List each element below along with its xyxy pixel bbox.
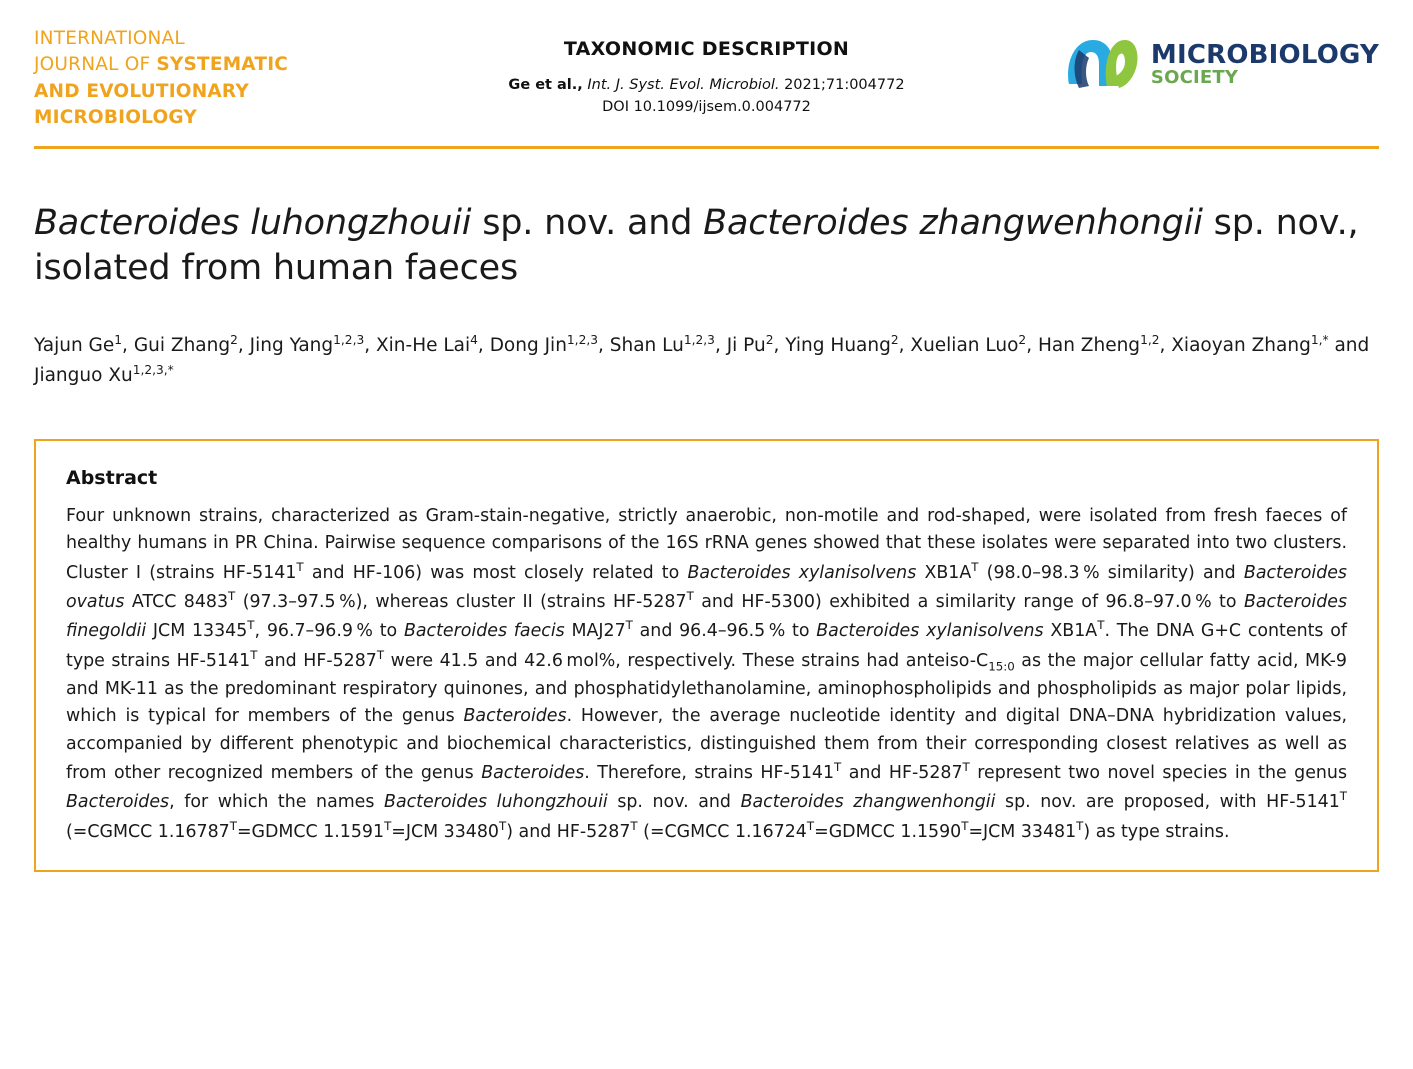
society-swirl-icon	[1063, 32, 1139, 98]
author-name: Dong Jin	[489, 334, 567, 356]
header-divider	[34, 146, 1379, 149]
author-item[interactable]	[726, 332, 774, 356]
society-name-line2: SOCIETY	[1150, 67, 1239, 89]
title-part-2: sp. nov. and	[471, 203, 704, 243]
author-affil: 1,2,3	[683, 332, 715, 347]
citation-author: Ge et al.,	[508, 77, 583, 93]
author-list: Yajun Ge$^1$, Gui Zhang$^2$, Jing Yang$^{1,2,3}$, Xin-He Lai$^4$, Dong Jin$^{1,2,3}$, Shan Lu$^{1,2,3}$, Ji Pu$^2$, Ying Huang$^2$, Xuelian Luo$^2$, Han Zheng$^{1,2}$, Xiaoyan Zhang$^{1,*}$ and Jianguo $Xu^{1,2,3,*}$	[34, 332, 1370, 386]
page-header	[34, 0, 1379, 140]
author-name: Jianguo Xu	[34, 364, 133, 386]
author-affil: 1,2,3,*	[132, 362, 174, 377]
author-item[interactable]	[34, 332, 123, 356]
citation-rest: 2021;71:004772	[784, 77, 905, 93]
author-item[interactable]	[34, 362, 174, 386]
author-name: Gui Zhang	[133, 334, 231, 356]
author-item[interactable]	[489, 332, 598, 356]
author-name: Xin-He Lai	[375, 334, 471, 356]
section-label: TAXONOMIC DESCRIPTION	[563, 38, 850, 60]
citation-journal: Int. J. Syst. Evol. Microbiol.	[587, 77, 780, 93]
author-affil: 1,2	[1140, 332, 1160, 347]
author-item[interactable]	[785, 332, 899, 356]
author-item[interactable]	[133, 332, 238, 356]
author-item[interactable]	[609, 332, 715, 356]
journal-line-2-prefix: JOURNAL OF	[34, 54, 157, 76]
author-name: Xuelian Luo	[910, 334, 1019, 356]
abstract-box	[34, 439, 1379, 872]
journal-line-1: INTERNATIONAL	[34, 28, 185, 49]
author-name: Ying Huang	[785, 334, 891, 356]
journal-line-4: MICROBIOLOGY	[34, 106, 197, 128]
author-item[interactable]	[249, 332, 365, 356]
journal-line-2: SYSTEMATIC	[156, 54, 289, 76]
header-center	[364, 26, 1049, 115]
doi-line[interactable]: DOI 10.1099/ijsem.0.004772	[602, 99, 811, 116]
author-name: Shan Lu	[609, 334, 684, 356]
author-item[interactable]	[1037, 332, 1160, 356]
author-name: Jing Yang	[249, 334, 334, 356]
society-name-line1: MICROBIOLOGY	[1150, 39, 1379, 70]
author-affil: 1,2,3	[566, 332, 598, 347]
author-item[interactable]	[375, 332, 478, 356]
author-affil: 4	[470, 332, 478, 347]
microbiology-society-logo	[1049, 26, 1379, 98]
author-item[interactable]	[910, 332, 1027, 356]
author-affil: 2	[1018, 332, 1027, 347]
author-affil: 2	[765, 332, 774, 347]
abstract-text: Four unknown strains, characterized as Gram-stain-negative, strictly anaerobic, non-motile and rod-shaped, were isolated from fresh faeces of healthy humans in PR China. Pairwise sequence comparisons of the 16S rRNA genes showed that these isolates were separated into two clusters. Cluster I (strains $HF-5141^T$ and HF-106) was most closely related to Bacteroides xylanisolvens $XB1A^T$ (98.0–98.3 % similarity) and Bacteroides ovatus ATCC $8483^T$ (97.3–97.5 %), whereas cluster II (strains $HF-5287^T$ and HF-5300) exhibited a similarity range of 96.8–97.0 % to Bacteroides finegoldii JCM $13345^T$, 96.7–96.9 % to Bacteroides faecis $MAJ27^T$ and 96.4–96.5 % to Bacteroides xylanisolvens $XB1A^T$. The DNA G+C contents of type strains $HF-5141^T$ and $HF-5287^T$ were 41.5 and 42.6 mol%, respectively. These strains had anteiso-$C_{15:0}$ as the major cellular fatty acid, MK-9 and MK-11 as the predominant respiratory quinones, and phosphatidylethanolamine, aminophospholipids and phospholipids as major polar lipids, which is typical for members of the genus Bacteroides. However, the average nucleotide identity and digital DNA–DNA hybridization values, accompanied by different phenotypic and biochemical characteristics, distinguished them from their corresponding closest relatives as well as from other recognized members of the genus Bacteroides. Therefore, strains $HF-5141^T$ and $HF-5287^T$ represent two novel species in the genus Bacteroides, for which the names Bacteroides luhongzhouii sp. nov. and Bacteroides zhangwenhongii sp. nov. are proposed, with $HF-5141^T$ (=CGMCC $1.16787^T=GDMCC$ $1.1591^T=JCM$ $33480^T$) and $HF-5287^T$ (=CGMCC $1.16724^T=GDMCC$ $1.1590^T=JCM$ $33481^T$) as type strains.	[66, 505, 1348, 842]
author-name: Ji Pu	[726, 334, 766, 356]
author-item[interactable]	[1171, 332, 1329, 356]
society-logo-text	[1150, 39, 1379, 89]
author-affil: 1,2,3	[333, 332, 365, 347]
author-affil: 1	[114, 332, 123, 347]
author-affil: 2	[230, 332, 238, 347]
author-affil: 2	[890, 332, 899, 347]
abstract-heading: Abstract	[66, 466, 158, 489]
author-name: Yajun Ge	[34, 334, 115, 356]
author-name: Xiaoyan Zhang	[1171, 334, 1311, 356]
title-part-4: sp. nov., isolated from human faeces	[34, 203, 1359, 288]
citation-line	[364, 74, 1049, 96]
title-part-1: Bacteroides luhongzhouii	[34, 203, 472, 243]
journal-line-3: AND EVOLUTIONARY	[34, 80, 249, 102]
author-affil: 1,*	[1310, 332, 1329, 347]
page-title	[34, 201, 1379, 291]
title-part-3: Bacteroides zhangwenhongii	[703, 203, 1203, 243]
journal-masthead	[34, 26, 364, 131]
author-name: Han Zheng	[1037, 334, 1141, 356]
authors-conjunction: and	[1334, 334, 1370, 356]
